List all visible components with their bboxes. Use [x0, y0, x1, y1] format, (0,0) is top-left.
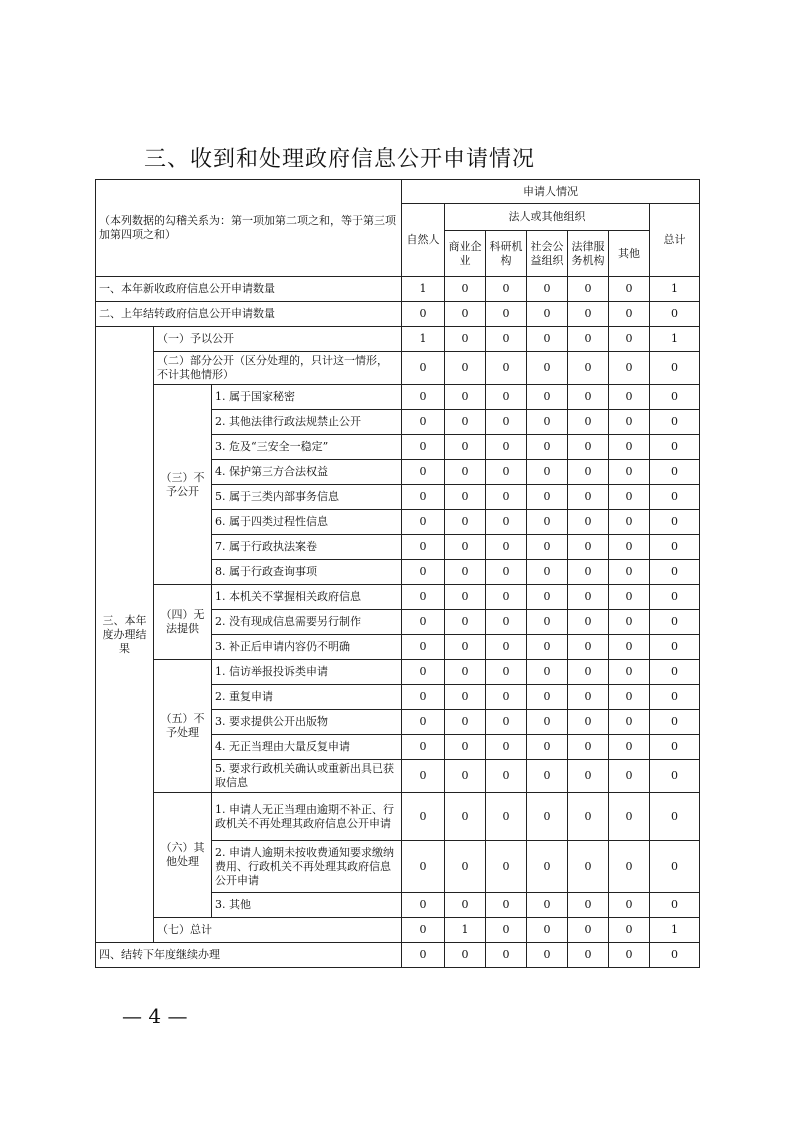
row-label: 3. 危及“三安全一稳定”	[212, 435, 402, 460]
row-label: 二、上年结转政府信息公开申请数量	[96, 302, 402, 327]
table-cell: 0	[445, 352, 486, 385]
table-cell: 0	[568, 352, 609, 385]
table-cell: 0	[402, 635, 445, 660]
row-label: 1. 申请人无正当理由逾期不补正、行政机关不再处理其政府信息公开申请	[212, 793, 402, 841]
table-cell: 0	[527, 460, 568, 485]
group-label: （六）其他处理	[154, 793, 212, 918]
table-cell: 0	[609, 841, 650, 893]
table-cell: 0	[568, 410, 609, 435]
row-label: （一）予以公开	[154, 327, 402, 352]
table-cell: 0	[486, 385, 527, 410]
table-cell: 0	[650, 760, 700, 793]
table-cell: 0	[609, 635, 650, 660]
table-cell: 0	[445, 635, 486, 660]
table-cell: 0	[609, 585, 650, 610]
table-cell: 0	[527, 918, 568, 943]
table-cell: 0	[609, 327, 650, 352]
table-cell: 0	[486, 277, 527, 302]
table-cell: 0	[609, 918, 650, 943]
table-cell: 0	[650, 893, 700, 918]
table-cell: 0	[568, 302, 609, 327]
table-cell: 0	[402, 610, 445, 635]
table-cell: 0	[650, 560, 700, 585]
row-label: 3. 补正后申请内容仍不明确	[212, 635, 402, 660]
table-cell: 0	[568, 385, 609, 410]
table-cell: 0	[486, 710, 527, 735]
table-cell: 0	[445, 485, 486, 510]
table-cell: 0	[402, 793, 445, 841]
table-cell: 0	[609, 535, 650, 560]
col-header: 社会公益组织	[527, 231, 568, 277]
table-cell: 0	[445, 385, 486, 410]
table-cell: 0	[609, 660, 650, 685]
table-cell: 0	[486, 352, 527, 385]
table-cell: 0	[445, 585, 486, 610]
table-cell: 0	[445, 277, 486, 302]
table-cell: 0	[650, 610, 700, 635]
table-cell: 0	[650, 485, 700, 510]
table-cell: 0	[568, 710, 609, 735]
table-cell: 0	[402, 585, 445, 610]
table-note: （本列数据的勾稽关系为：第一项加第二项之和，等于第三项加第四项之和）	[96, 180, 402, 277]
table-cell: 0	[609, 685, 650, 710]
table-cell: 1	[445, 918, 486, 943]
table-cell: 0	[568, 660, 609, 685]
table-cell: 0	[445, 943, 486, 968]
table-cell: 0	[486, 893, 527, 918]
table-cell: 0	[402, 943, 445, 968]
table-cell: 0	[486, 327, 527, 352]
table-cell: 0	[486, 735, 527, 760]
table-cell: 0	[568, 560, 609, 585]
table-cell: 0	[609, 760, 650, 793]
table-cell: 0	[609, 277, 650, 302]
table-cell: 0	[568, 793, 609, 841]
table-cell: 0	[402, 893, 445, 918]
info-disclosure-table	[95, 179, 700, 968]
table-cell: 0	[486, 560, 527, 585]
table-cell: 0	[650, 435, 700, 460]
row-label: （二）部分公开（区分处理的，只计这一情形，不计其他情形）	[154, 352, 402, 385]
row-label: 一、本年新收政府信息公开申请数量	[96, 277, 402, 302]
table-cell: 0	[445, 327, 486, 352]
table-cell: 0	[486, 460, 527, 485]
table-cell: 0	[402, 385, 445, 410]
table-cell: 0	[445, 560, 486, 585]
row-label: 7. 属于行政执法案卷	[212, 535, 402, 560]
table-cell: 0	[486, 585, 527, 610]
table-cell: 0	[568, 277, 609, 302]
table-cell: 0	[445, 302, 486, 327]
table-cell: 0	[486, 635, 527, 660]
table-cell: 0	[527, 610, 568, 635]
col-header: 其他	[609, 231, 650, 277]
table-cell: 0	[527, 327, 568, 352]
table-cell: 0	[527, 535, 568, 560]
table-cell: 0	[402, 685, 445, 710]
table-cell: 0	[445, 610, 486, 635]
table-cell: 0	[402, 410, 445, 435]
table-cell: 0	[650, 660, 700, 685]
page-title: 三、收到和处理政府信息公开申请情况	[144, 147, 536, 172]
table-row	[96, 352, 700, 385]
table-cell: 0	[402, 435, 445, 460]
table-row	[96, 660, 700, 685]
table-cell: 0	[609, 735, 650, 760]
table-cell: 0	[609, 410, 650, 435]
table-cell: 0	[568, 327, 609, 352]
table-row	[96, 585, 700, 610]
table-cell: 1	[650, 918, 700, 943]
table-cell: 0	[486, 510, 527, 535]
table-cell: 0	[445, 685, 486, 710]
row-label: 5. 要求行政机关确认或重新出具已获取信息	[212, 760, 402, 793]
table-cell: 0	[402, 302, 445, 327]
table-cell: 1	[402, 277, 445, 302]
table-cell: 0	[568, 510, 609, 535]
table-cell: 0	[568, 760, 609, 793]
table-cell: 0	[486, 410, 527, 435]
table-cell: 0	[527, 560, 568, 585]
table-cell: 0	[527, 485, 568, 510]
page-number: — 4 —	[122, 1004, 188, 1028]
table-cell: 0	[609, 352, 650, 385]
row-label: 1. 属于国家秘密	[212, 385, 402, 410]
table-cell: 0	[486, 918, 527, 943]
table-cell: 0	[402, 760, 445, 793]
table-cell: 0	[486, 535, 527, 560]
table-row	[96, 793, 700, 841]
table-cell: 0	[527, 585, 568, 610]
table-cell: 0	[527, 302, 568, 327]
table-cell: 0	[486, 841, 527, 893]
table-cell: 0	[445, 893, 486, 918]
table-row	[96, 943, 700, 968]
table-cell: 0	[527, 510, 568, 535]
table-cell: 0	[486, 660, 527, 685]
table-cell: 0	[609, 943, 650, 968]
row-label: 3. 要求提供公开出版物	[212, 710, 402, 735]
row-label: 8. 属于行政查询事项	[212, 560, 402, 585]
table-cell: 0	[402, 841, 445, 893]
col-header: 法律服务机构	[568, 231, 609, 277]
row-label: 4. 无正当理由大量反复申请	[212, 735, 402, 760]
table-cell: 0	[568, 635, 609, 660]
table-cell: 0	[650, 460, 700, 485]
table-cell: 0	[527, 841, 568, 893]
table-cell: 0	[445, 410, 486, 435]
row-label: 5. 属于三类内部事务信息	[212, 485, 402, 510]
table-cell: 0	[486, 943, 527, 968]
table-cell: 0	[650, 535, 700, 560]
total-header: 总计	[650, 204, 700, 277]
table-cell: 0	[568, 610, 609, 635]
table-cell: 0	[568, 841, 609, 893]
table-cell: 0	[402, 352, 445, 385]
table-cell: 0	[445, 760, 486, 793]
table-cell: 0	[527, 685, 568, 710]
table-cell: 0	[402, 918, 445, 943]
table-cell: 0	[609, 485, 650, 510]
table-cell: 0	[650, 510, 700, 535]
table-cell: 0	[445, 660, 486, 685]
table-cell: 0	[527, 943, 568, 968]
table-cell: 0	[402, 460, 445, 485]
table-cell: 0	[527, 660, 568, 685]
table-cell: 0	[609, 610, 650, 635]
applicant-header: 申请人情况	[402, 180, 700, 204]
table-cell: 0	[527, 277, 568, 302]
row-label: 2. 其他法律行政法规禁止公开	[212, 410, 402, 435]
table-cell: 0	[486, 435, 527, 460]
natural-person-header: 自然人	[402, 204, 445, 277]
table-cell: 0	[650, 735, 700, 760]
table-cell: 0	[609, 560, 650, 585]
table-cell: 0	[402, 510, 445, 535]
group-label: （三）不予公开	[154, 385, 212, 585]
table-cell: 0	[527, 760, 568, 793]
table-cell: 0	[527, 352, 568, 385]
table-cell: 0	[568, 585, 609, 610]
row-label: 6. 属于四类过程性信息	[212, 510, 402, 535]
table-cell: 0	[650, 410, 700, 435]
table-row	[96, 385, 700, 410]
table-row	[96, 302, 700, 327]
row-label: 2. 没有现成信息需要另行制作	[212, 610, 402, 635]
row-label: 4. 保护第三方合法权益	[212, 460, 402, 485]
table-cell: 0	[445, 735, 486, 760]
col-header: 科研机构	[486, 231, 527, 277]
table-cell: 0	[609, 793, 650, 841]
table-cell: 0	[568, 943, 609, 968]
table-cell: 0	[445, 435, 486, 460]
table-cell: 0	[527, 410, 568, 435]
table-cell: 0	[402, 560, 445, 585]
table-cell: 0	[402, 660, 445, 685]
table-cell: 0	[445, 793, 486, 841]
row-label: 1. 信访举报投诉类申请	[212, 660, 402, 685]
table-cell: 1	[650, 327, 700, 352]
table-cell: 0	[486, 610, 527, 635]
table-cell: 0	[527, 385, 568, 410]
table-cell: 1	[402, 327, 445, 352]
table-cell: 0	[650, 793, 700, 841]
table-cell: 0	[650, 585, 700, 610]
table-cell: 0	[650, 385, 700, 410]
table-cell: 0	[527, 435, 568, 460]
group-label: （四）无法提供	[154, 585, 212, 660]
row-label: （七）总计	[154, 918, 402, 943]
row-label: 3. 其他	[212, 893, 402, 918]
row-label: 四、结转下年度继续办理	[96, 943, 402, 968]
col-header: 商业企业	[445, 231, 486, 277]
section-label: 三、本年度办理结果	[96, 327, 154, 943]
row-label: 1. 本机关不掌握相关政府信息	[212, 585, 402, 610]
table-cell: 0	[486, 302, 527, 327]
table-cell: 0	[527, 735, 568, 760]
table-cell: 0	[445, 535, 486, 560]
table-cell: 0	[486, 760, 527, 793]
table-cell: 0	[445, 710, 486, 735]
table-cell: 0	[650, 841, 700, 893]
row-label: 2. 重复申请	[212, 685, 402, 710]
table-cell: 0	[650, 635, 700, 660]
table-cell: 0	[609, 510, 650, 535]
table-cell: 0	[527, 635, 568, 660]
table-cell: 0	[527, 793, 568, 841]
table-cell: 0	[609, 710, 650, 735]
table-row	[96, 327, 700, 352]
table-cell: 0	[568, 893, 609, 918]
table-cell: 0	[402, 535, 445, 560]
row-label: 2. 申请人逾期未按收费通知要求缴纳费用、行政机关不再处理其政府信息公开申请	[212, 841, 402, 893]
table-cell: 0	[609, 385, 650, 410]
table-cell: 0	[609, 460, 650, 485]
table-cell: 0	[402, 735, 445, 760]
table-cell: 0	[609, 893, 650, 918]
table-cell: 0	[445, 460, 486, 485]
table-cell: 0	[445, 841, 486, 893]
table-cell: 0	[650, 302, 700, 327]
table-cell: 0	[568, 460, 609, 485]
legal-entity-header: 法人或其他组织	[445, 204, 650, 231]
table-cell: 0	[486, 485, 527, 510]
table-cell: 0	[568, 685, 609, 710]
table-cell: 0	[486, 685, 527, 710]
table-cell: 0	[568, 485, 609, 510]
table-cell: 1	[650, 277, 700, 302]
table-row	[96, 277, 700, 302]
table-cell: 0	[445, 510, 486, 535]
table-cell: 0	[568, 435, 609, 460]
table-cell: 0	[402, 485, 445, 510]
table-cell: 0	[609, 435, 650, 460]
table-cell: 0	[527, 893, 568, 918]
table-cell: 0	[650, 710, 700, 735]
table-cell: 0	[486, 793, 527, 841]
table-cell: 0	[402, 710, 445, 735]
table-cell: 0	[568, 918, 609, 943]
table-cell: 0	[650, 943, 700, 968]
table-row	[96, 918, 700, 943]
table-cell: 0	[650, 685, 700, 710]
table-cell: 0	[568, 535, 609, 560]
table-cell: 0	[527, 710, 568, 735]
group-label: （五）不予处理	[154, 660, 212, 793]
table-cell: 0	[650, 352, 700, 385]
table-cell: 0	[609, 302, 650, 327]
table-cell: 0	[568, 735, 609, 760]
